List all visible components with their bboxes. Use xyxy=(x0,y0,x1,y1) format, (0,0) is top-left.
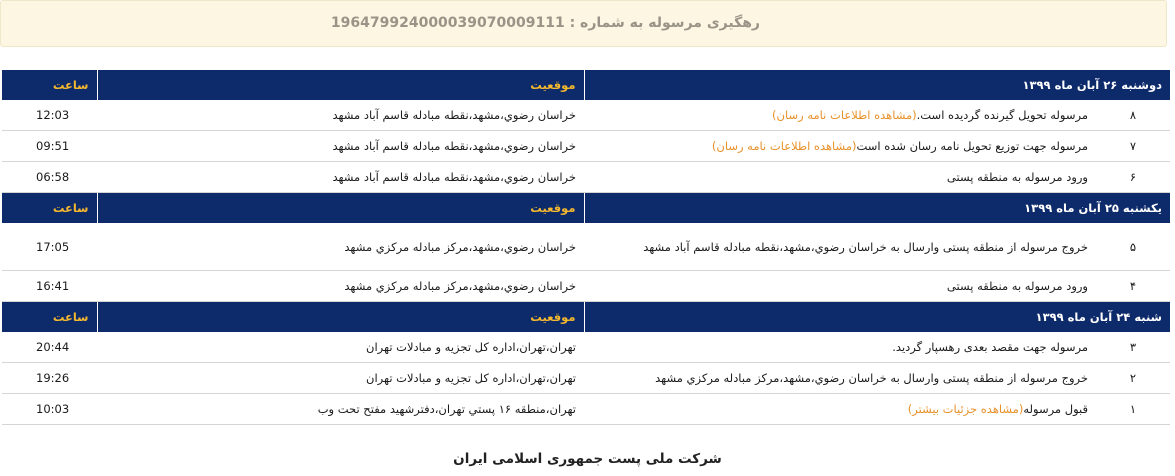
date-header-row xyxy=(2,193,1170,224)
event-number: ۳ xyxy=(1096,332,1170,363)
event-description xyxy=(584,394,1096,425)
event-location: خراسان رضوي،مشهد،مركز مبادله مركزي مشهد xyxy=(97,271,584,302)
view-postman-info-link[interactable]: (مشاهده اطلاعات نامه رسان) xyxy=(711,139,857,153)
event-location: تهران،تهران،اداره کل تجزیه و مبادلات تهران xyxy=(97,363,584,394)
time-column-header: ساعت xyxy=(2,193,97,224)
event-location: خراسان رضوي،مشهد،نقطه مبادله قاسم آباد مشهد xyxy=(97,100,584,131)
table-row xyxy=(2,271,1170,302)
event-number: ۲ xyxy=(1096,363,1170,394)
date-header-row xyxy=(2,70,1170,100)
location-column-header: موقعیت xyxy=(97,193,584,224)
event-time: 06:58 xyxy=(2,162,97,193)
event-description: خروج مرسوله از منطقه پستی وارسال به خراسان رضوي،مشهد،مركز مبادله مركزي مشهد xyxy=(584,363,1096,394)
location-column-header: موقعیت xyxy=(97,70,584,100)
event-number: ۵ xyxy=(1096,223,1170,271)
event-time: 20:44 xyxy=(2,332,97,363)
event-description: مرسوله جهت مقصد بعدی رهسپار گردید. xyxy=(584,332,1096,363)
event-time: 16:41 xyxy=(2,271,97,302)
table-row xyxy=(2,332,1170,363)
view-postman-info-link[interactable]: (مشاهده اطلاعات نامه رسان) xyxy=(772,108,917,122)
event-description xyxy=(584,100,1096,131)
table-row xyxy=(2,131,1170,162)
date-header: شنبه ۲۴ آبان ماه ۱۳۹۹ xyxy=(584,302,1170,333)
event-location: خراسان رضوي،مشهد،نقطه مبادله قاسم آباد مشهد xyxy=(97,162,584,193)
event-location: خراسان رضوي،مشهد،مركز مبادله مركزي مشهد xyxy=(97,223,584,271)
event-location: تهران،تهران،اداره کل تجزیه و مبادلات تهران xyxy=(97,332,584,363)
event-number: ۱ xyxy=(1096,394,1170,425)
tracking-banner xyxy=(0,0,1167,47)
event-number: ۸ xyxy=(1096,100,1170,131)
event-number: ۶ xyxy=(1096,162,1170,193)
event-time: 19:26 xyxy=(2,363,97,394)
event-location: تهران،منطقه ۱۶ پستي تهران،دفترشهید مفتح تحت وب xyxy=(97,394,584,425)
table-row xyxy=(2,100,1170,131)
event-description: خروج مرسوله از منطقه پستی وارسال به خراسان رضوي،مشهد،نقطه مبادله قاسم آباد مشهد xyxy=(584,223,1096,271)
event-time: 10:03 xyxy=(2,394,97,425)
date-header-row xyxy=(2,302,1170,333)
view-more-details-link[interactable]: (مشاهده جزئیات بیشتر) xyxy=(907,402,1024,416)
table-row xyxy=(2,162,1170,193)
time-column-header: ساعت xyxy=(2,70,97,100)
table-row xyxy=(2,223,1170,271)
table-row xyxy=(2,394,1170,425)
event-description xyxy=(584,131,1096,162)
table-row xyxy=(2,363,1170,394)
event-text: قبول مرسوله xyxy=(1023,402,1088,416)
tracking-title: رهگیری مرسوله به شماره : 196479924000039070009111 xyxy=(330,15,760,31)
event-number: ۴ xyxy=(1096,271,1170,302)
event-location: خراسان رضوي،مشهد،نقطه مبادله قاسم آباد مشهد xyxy=(97,131,584,162)
event-number: ۷ xyxy=(1096,131,1170,162)
event-description: ورود مرسوله به منطقه پستی xyxy=(584,271,1096,302)
date-header: دوشنبه ۲۶ آبان ماه ۱۳۹۹ xyxy=(584,70,1170,100)
event-time: 12:03 xyxy=(2,100,97,131)
event-description: ورود مرسوله به منطقه پستی xyxy=(584,162,1096,193)
time-column-header: ساعت xyxy=(2,302,97,333)
date-header: یکشنبه ۲۵ آبان ماه ۱۳۹۹ xyxy=(584,193,1170,224)
location-column-header: موقعیت xyxy=(97,302,584,333)
event-text: مرسوله جهت توزیع تحویل نامه رسان شده است xyxy=(856,139,1088,153)
event-text: مرسوله تحویل گیرنده گردیده است. xyxy=(916,108,1088,122)
event-time: 17:05 xyxy=(2,223,97,271)
tracking-table xyxy=(2,70,1170,425)
event-time: 09:51 xyxy=(2,131,97,162)
footer-company-name: شرکت ملی پست جمهوری اسلامی ایران xyxy=(453,451,722,467)
